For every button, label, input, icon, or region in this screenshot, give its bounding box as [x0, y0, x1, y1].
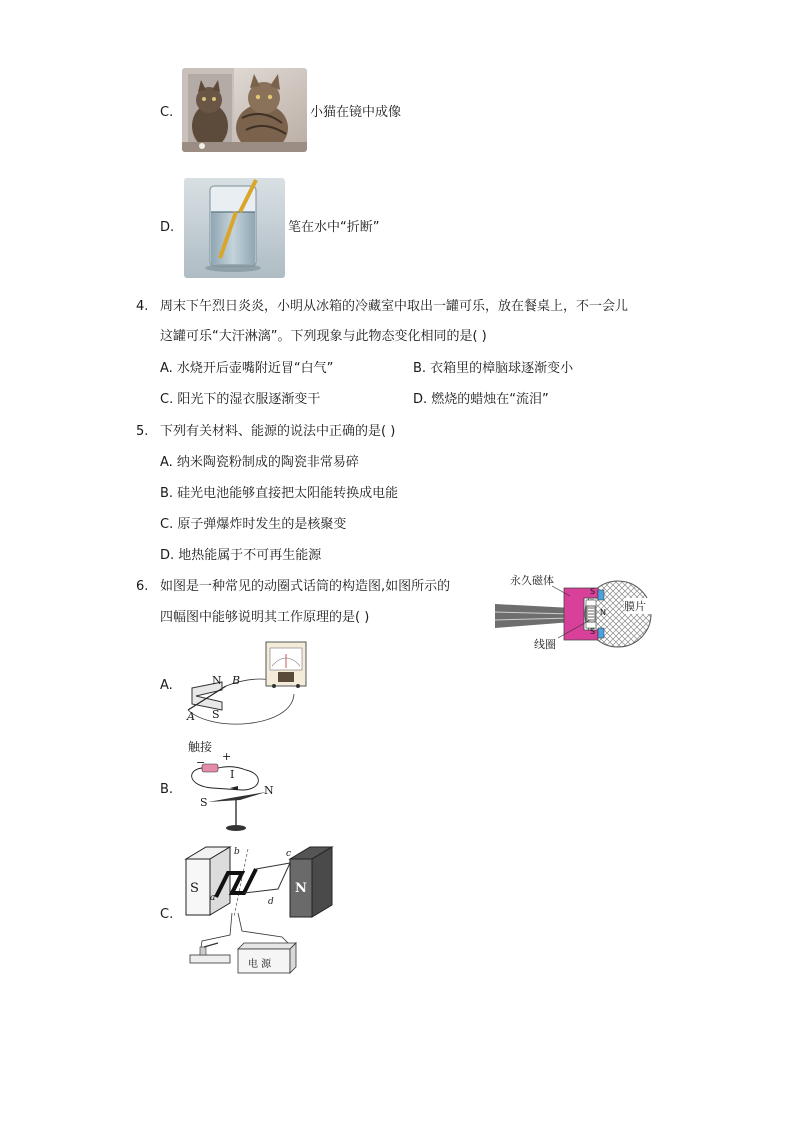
mic-label-diaphragm: 膜片 [624, 600, 646, 613]
fig-c-label-a: a [210, 893, 216, 903]
q6-option-c-letter: C. [160, 907, 174, 922]
fig-b-label-n: N [264, 784, 274, 797]
q4-stem-line2: 这罐可乐“大汗淋漓”。下列现象与此物态变化相同的是( ) [160, 329, 487, 344]
q4-option-d: D. 燃烧的蜡烛在“流泪” [413, 392, 549, 407]
fig-b-label-minus: − [196, 756, 206, 769]
fig-b-label-touch: 触接 [188, 740, 213, 754]
fig-b-label-s: S [200, 796, 208, 809]
q6-number: 6. [136, 579, 149, 594]
fig-c-label-d: d [268, 897, 274, 907]
q3-option-c-letter: C. [160, 105, 174, 120]
fig-a-label-a: A [187, 710, 195, 723]
q4-option-b: B. 衣箱里的樟脑球逐渐变小 [413, 361, 574, 376]
cat-mirror-photo [182, 68, 307, 152]
fig-b-label-plus: + [222, 750, 232, 763]
q5-option-d: D. 地热能属于不可再生能源 [160, 548, 322, 563]
fig-a-label-n: N [212, 674, 222, 687]
fig-b-label-current: I [230, 768, 235, 781]
q4-option-c: C. 阳光下的湿衣服逐渐变干 [160, 392, 321, 407]
q6-option-a-letter: A. [160, 678, 173, 693]
q4-stem-line1: 周末下午烈日炎炎，小明从冰箱的冷藏室中取出一罐可乐，放在餐桌上，不一会儿 [160, 299, 629, 314]
q4-option-a: A. 水烧开后壶嘴附近冒“白气” [160, 361, 334, 376]
fig-c-label-n-pole: N [295, 881, 307, 896]
mic-label-coil: 线圈 [534, 638, 556, 651]
pencil-in-water-photo [184, 178, 285, 278]
q5-stem: 下列有关材料、能源的说法中正确的是( ) [160, 424, 396, 439]
fig-c-label-c: c [286, 849, 292, 859]
mic-label-s-pole: S [590, 587, 596, 596]
q4-number: 4. [136, 299, 149, 314]
fig-c-label-s-pole: S [190, 881, 199, 896]
mic-label-n-pole: N [600, 608, 606, 617]
q6-stem-line1: 如图是一种常见的动圈式话筒的构造图,如图所示的 [160, 579, 451, 594]
q5-option-a: A. 纳米陶瓷粉制成的陶瓷非常易碎 [160, 455, 359, 470]
moving-coil-microphone-diagram [490, 570, 660, 652]
q3-option-d-letter: D. [160, 220, 175, 235]
mic-label-s-pole-lower: S [590, 627, 596, 636]
q3-option-d-caption: 笔在水中“折断” [288, 220, 380, 235]
fig-c-label-b: b [234, 847, 240, 857]
q6-stem-line2: 四幅图中能够说明其工作原理的是( ) [160, 610, 370, 625]
q3-option-c-caption: 小猫在镜中成像 [310, 105, 402, 120]
fig-c-label-power-supply: 电 源 [248, 959, 272, 970]
q5-option-b: B. 硅光电池能够直接把太阳能转换成电能 [160, 486, 399, 501]
fig-a-label-s: S [212, 708, 220, 721]
q6-option-b-letter: B. [160, 782, 174, 797]
fig-a-label-b: B [232, 674, 241, 687]
figure-a-induction [182, 638, 312, 730]
q5-option-c: C. 原子弹爆炸时发生的是核聚变 [160, 517, 347, 532]
q5-number: 5. [136, 424, 149, 439]
mic-label-permanent-magnet: 永久磁体 [510, 574, 554, 587]
figure-b-oersted [182, 736, 282, 836]
figure-c-motor [182, 843, 338, 977]
